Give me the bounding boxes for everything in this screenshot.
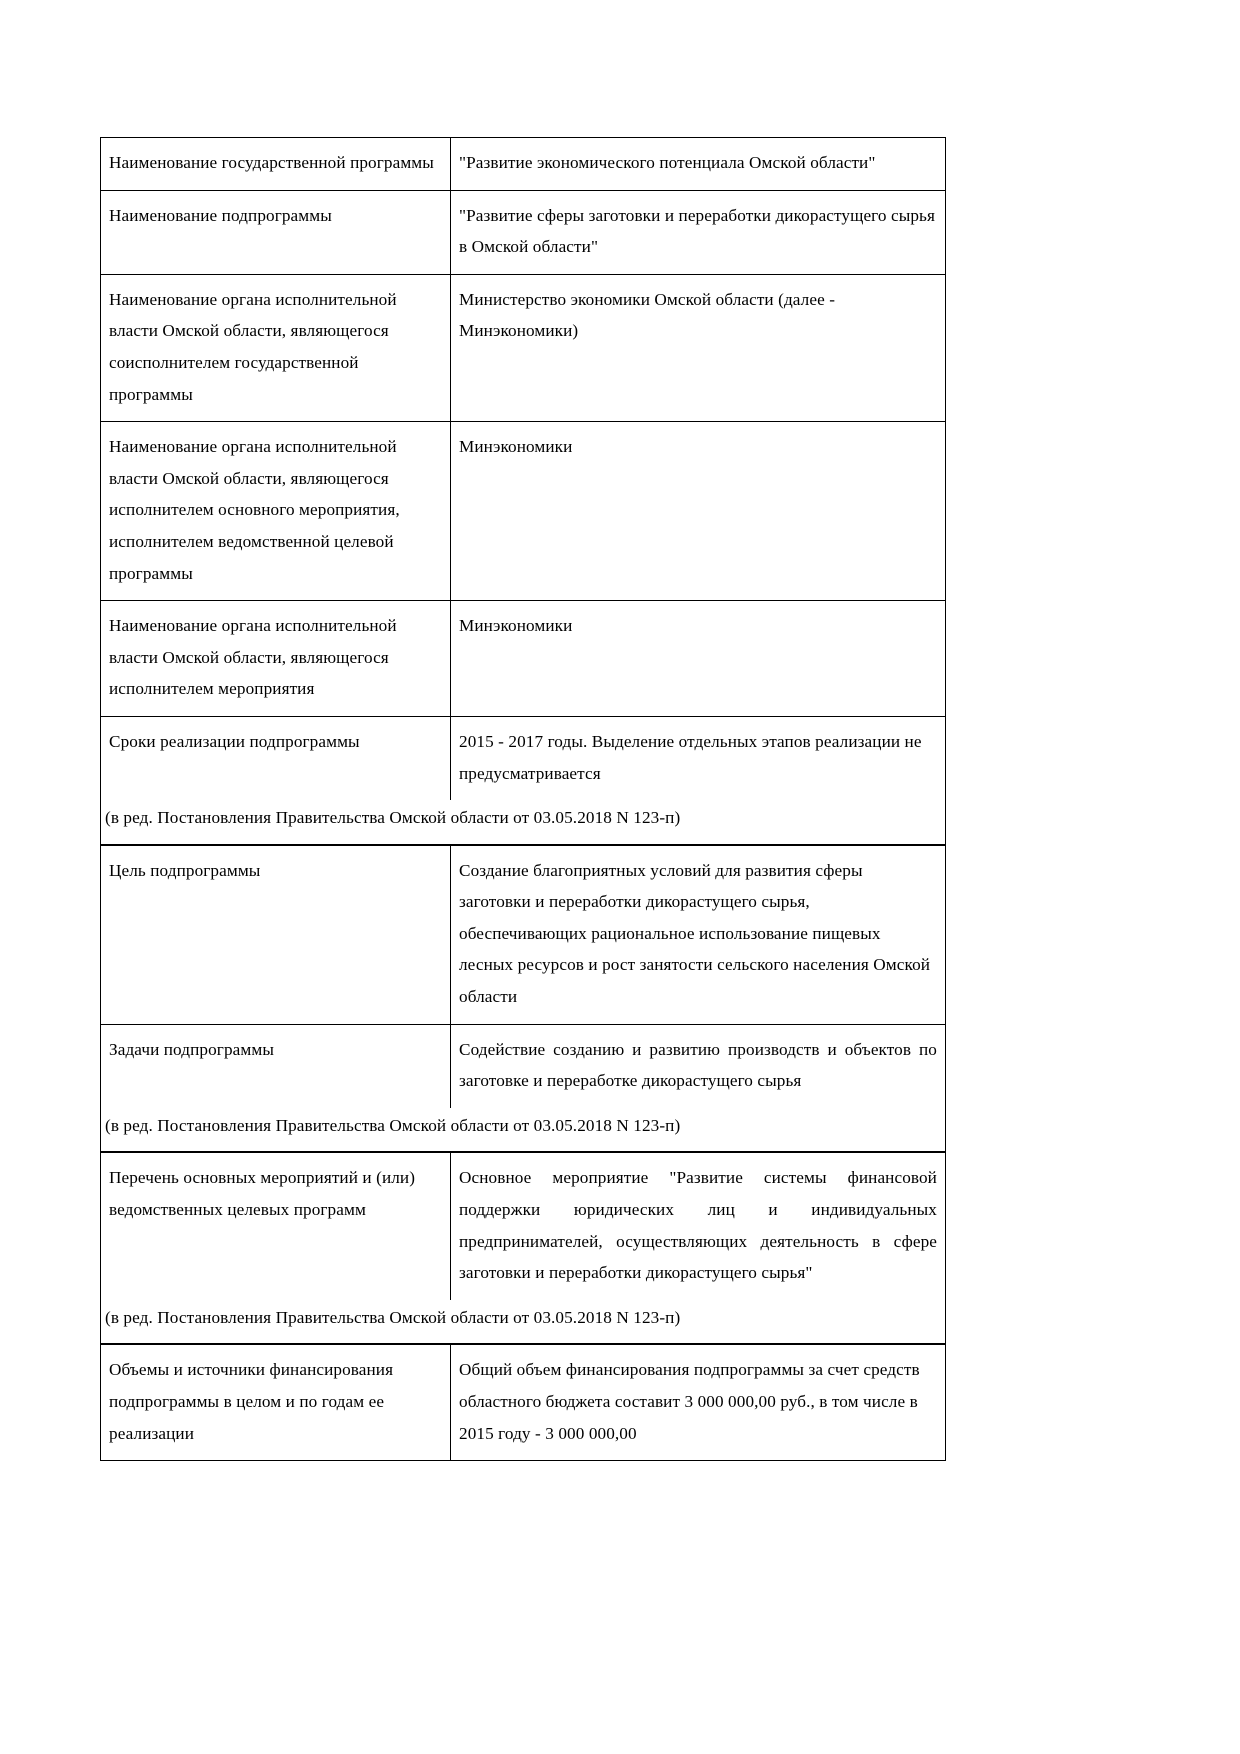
row-value: Минэкономики: [451, 601, 946, 717]
table-row: [101, 274, 946, 421]
row-label: Цель подпрограммы: [101, 845, 451, 1024]
table-row: [101, 138, 946, 191]
amendment-note: (в ред. Постановления Правительства Омской области от 03.05.2018 N 123-п): [101, 1108, 946, 1153]
table-row: [101, 190, 946, 274]
table-row: [101, 422, 946, 601]
row-value: Основное мероприятие "Развитие системы финансовой поддержки юридических лиц и индивидуальных предпринимателей, осуществляющих деятельность в сфере заготовки и переработки дикорастущего сырья": [451, 1152, 946, 1299]
row-value: 2015 - 2017 годы. Выделение отдельных этапов реализации не предусматривается: [451, 716, 946, 800]
row-value: Содействие созданию и развитию производств и объектов по заготовке и переработке дикорастущего сырья: [451, 1024, 946, 1108]
row-label: Наименование государственной программы: [101, 138, 451, 191]
row-label: Наименование органа исполнительной власти Омской области, являющегося соисполнителем государственной программы: [101, 274, 451, 421]
row-label: Задачи подпрограммы: [101, 1024, 451, 1108]
row-value: Министерство экономики Омской области (далее - Минэкономики): [451, 274, 946, 421]
amendment-note-row: [101, 1300, 946, 1345]
table-row: [101, 1024, 946, 1108]
amendment-note-row: [101, 1108, 946, 1153]
row-value: Общий объем финансирования подпрограммы за счет средств областного бюджета составит 3 000 000,00 руб., в том числе в 2015 году - 3 000 000,00: [451, 1344, 946, 1460]
row-label: Перечень основных мероприятий и (или) ведомственных целевых программ: [101, 1152, 451, 1299]
row-label: Наименование подпрограммы: [101, 190, 451, 274]
table-row: [101, 1152, 946, 1299]
row-label: Наименование органа исполнительной власти Омской области, являющегося исполнителем основного мероприятия, исполнителем ведомственной целевой программы: [101, 422, 451, 601]
amendment-note: (в ред. Постановления Правительства Омской области от 03.05.2018 N 123-п): [101, 800, 946, 845]
row-value: Минэкономики: [451, 422, 946, 601]
amendment-note: (в ред. Постановления Правительства Омской области от 03.05.2018 N 123-п): [101, 1300, 946, 1345]
table-row: [101, 845, 946, 1024]
table-row: [101, 601, 946, 717]
row-label: Наименование органа исполнительной власти Омской области, являющегося исполнителем мероприятия: [101, 601, 451, 717]
program-passport-table: [100, 137, 946, 1461]
row-value: "Развитие экономического потенциала Омской области": [451, 138, 946, 191]
row-value: Создание благоприятных условий для развития сферы заготовки и переработки дикорастущего сырья, обеспечивающих рациональное использование пищевых лесных ресурсов и рост занятости сельского населения Омской области: [451, 845, 946, 1024]
row-label: Сроки реализации подпрограммы: [101, 716, 451, 800]
row-label: Объемы и источники финансирования подпрограммы в целом и по годам ее реализации: [101, 1344, 451, 1460]
table-row: [101, 716, 946, 800]
row-value: "Развитие сферы заготовки и переработки дикорастущего сырья в Омской области": [451, 190, 946, 274]
table-row: [101, 1344, 946, 1460]
amendment-note-row: [101, 800, 946, 845]
